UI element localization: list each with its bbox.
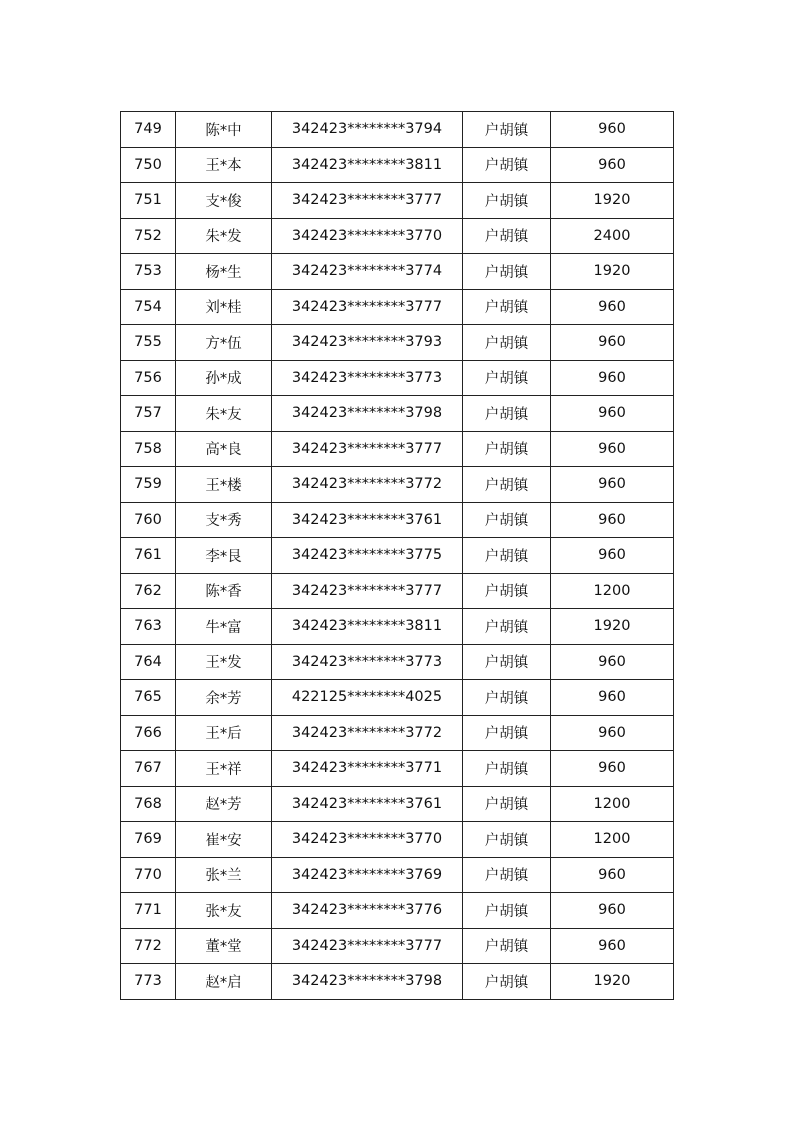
table-row [121,893,674,929]
cell-index: 763 [121,609,176,645]
cell-name: 王*本 [176,147,272,183]
cell-amount: 960 [551,431,674,467]
table-row [121,680,674,716]
cell-id-number: 342423********3811 [272,609,463,645]
cell-name: 崔*安 [176,822,272,858]
cell-amount: 960 [551,396,674,432]
cell-name: 方*伍 [176,325,272,361]
cell-town: 户胡镇 [463,786,551,822]
cell-id-number: 342423********3774 [272,254,463,290]
cell-id-number: 342423********3761 [272,786,463,822]
cell-amount: 1920 [551,254,674,290]
cell-id-number: 422125********4025 [272,680,463,716]
table-row [121,751,674,787]
cell-town: 户胡镇 [463,396,551,432]
cell-id-number: 342423********3777 [272,431,463,467]
cell-id-number: 342423********3773 [272,360,463,396]
cell-town: 户胡镇 [463,822,551,858]
cell-name: 陈*中 [176,112,272,148]
cell-town: 户胡镇 [463,928,551,964]
cell-name: 朱*发 [176,218,272,254]
table-row [121,431,674,467]
cell-town: 户胡镇 [463,502,551,538]
table-row [121,928,674,964]
cell-amount: 960 [551,715,674,751]
cell-index: 754 [121,289,176,325]
table-row [121,786,674,822]
cell-town: 户胡镇 [463,325,551,361]
cell-index: 767 [121,751,176,787]
table-row [121,538,674,574]
cell-amount: 960 [551,538,674,574]
cell-amount: 960 [551,325,674,361]
cell-amount: 960 [551,467,674,503]
cell-id-number: 342423********3794 [272,112,463,148]
cell-name: 杨*生 [176,254,272,290]
cell-name: 朱*友 [176,396,272,432]
cell-name: 赵*启 [176,964,272,1000]
cell-amount: 960 [551,928,674,964]
cell-name: 牛*富 [176,609,272,645]
cell-town: 户胡镇 [463,964,551,1000]
cell-town: 户胡镇 [463,573,551,609]
cell-id-number: 342423********3770 [272,822,463,858]
cell-index: 759 [121,467,176,503]
cell-index: 772 [121,928,176,964]
cell-index: 750 [121,147,176,183]
cell-town: 户胡镇 [463,431,551,467]
cell-town: 户胡镇 [463,680,551,716]
cell-id-number: 342423********3811 [272,147,463,183]
table-row [121,183,674,219]
cell-town: 户胡镇 [463,644,551,680]
cell-town: 户胡镇 [463,857,551,893]
cell-amount: 960 [551,644,674,680]
cell-amount: 1920 [551,964,674,1000]
cell-index: 768 [121,786,176,822]
cell-id-number: 342423********3771 [272,751,463,787]
cell-name: 孙*成 [176,360,272,396]
cell-amount: 1920 [551,183,674,219]
cell-index: 756 [121,360,176,396]
table-row [121,360,674,396]
cell-index: 761 [121,538,176,574]
cell-index: 760 [121,502,176,538]
cell-town: 户胡镇 [463,183,551,219]
table-row [121,325,674,361]
cell-id-number: 342423********3772 [272,715,463,751]
table-row [121,857,674,893]
table-row [121,218,674,254]
cell-name: 王*楼 [176,467,272,503]
table-row [121,396,674,432]
cell-town: 户胡镇 [463,254,551,290]
cell-id-number: 342423********3798 [272,396,463,432]
cell-amount: 960 [551,751,674,787]
cell-index: 758 [121,431,176,467]
cell-name: 董*堂 [176,928,272,964]
cell-name: 张*兰 [176,857,272,893]
table-row [121,254,674,290]
table-row [121,289,674,325]
cell-amount: 1200 [551,822,674,858]
cell-town: 户胡镇 [463,360,551,396]
cell-amount: 960 [551,360,674,396]
table-row [121,112,674,148]
cell-id-number: 342423********3793 [272,325,463,361]
cell-id-number: 342423********3798 [272,964,463,1000]
cell-index: 765 [121,680,176,716]
table-row [121,467,674,503]
cell-town: 户胡镇 [463,715,551,751]
cell-name: 余*芳 [176,680,272,716]
table-row [121,822,674,858]
cell-index: 766 [121,715,176,751]
cell-index: 762 [121,573,176,609]
cell-name: 陈*香 [176,573,272,609]
cell-amount: 960 [551,857,674,893]
cell-amount: 960 [551,893,674,929]
cell-amount: 960 [551,502,674,538]
cell-id-number: 342423********3769 [272,857,463,893]
cell-index: 769 [121,822,176,858]
cell-name: 王*祥 [176,751,272,787]
table-row [121,644,674,680]
cell-name: 高*良 [176,431,272,467]
cell-index: 752 [121,218,176,254]
table-row [121,147,674,183]
cell-name: 支*俊 [176,183,272,219]
table-row [121,609,674,645]
cell-name: 支*秀 [176,502,272,538]
cell-amount: 1200 [551,786,674,822]
cell-index: 773 [121,964,176,1000]
cell-town: 户胡镇 [463,751,551,787]
cell-amount: 1200 [551,573,674,609]
cell-id-number: 342423********3777 [272,928,463,964]
cell-index: 755 [121,325,176,361]
cell-id-number: 342423********3773 [272,644,463,680]
cell-index: 764 [121,644,176,680]
cell-town: 户胡镇 [463,893,551,929]
cell-id-number: 342423********3777 [272,183,463,219]
cell-id-number: 342423********3777 [272,289,463,325]
cell-index: 749 [121,112,176,148]
cell-id-number: 342423********3777 [272,573,463,609]
cell-town: 户胡镇 [463,609,551,645]
cell-amount: 960 [551,147,674,183]
data-table [120,111,674,1000]
cell-index: 757 [121,396,176,432]
table-row [121,502,674,538]
cell-id-number: 342423********3770 [272,218,463,254]
cell-town: 户胡镇 [463,218,551,254]
table-row [121,964,674,1000]
cell-town: 户胡镇 [463,289,551,325]
table-row [121,715,674,751]
cell-amount: 960 [551,112,674,148]
cell-amount: 1920 [551,609,674,645]
cell-amount: 960 [551,680,674,716]
table-row [121,573,674,609]
cell-town: 户胡镇 [463,538,551,574]
cell-id-number: 342423********3775 [272,538,463,574]
cell-name: 赵*芳 [176,786,272,822]
cell-town: 户胡镇 [463,147,551,183]
cell-id-number: 342423********3772 [272,467,463,503]
cell-name: 王*后 [176,715,272,751]
cell-amount: 960 [551,289,674,325]
cell-id-number: 342423********3776 [272,893,463,929]
cell-name: 王*发 [176,644,272,680]
cell-index: 770 [121,857,176,893]
cell-id-number: 342423********3761 [272,502,463,538]
cell-index: 751 [121,183,176,219]
cell-name: 张*友 [176,893,272,929]
table-body [121,112,674,1000]
cell-town: 户胡镇 [463,112,551,148]
cell-town: 户胡镇 [463,467,551,503]
cell-name: 刘*桂 [176,289,272,325]
cell-name: 李*艮 [176,538,272,574]
cell-index: 753 [121,254,176,290]
cell-amount: 2400 [551,218,674,254]
cell-index: 771 [121,893,176,929]
